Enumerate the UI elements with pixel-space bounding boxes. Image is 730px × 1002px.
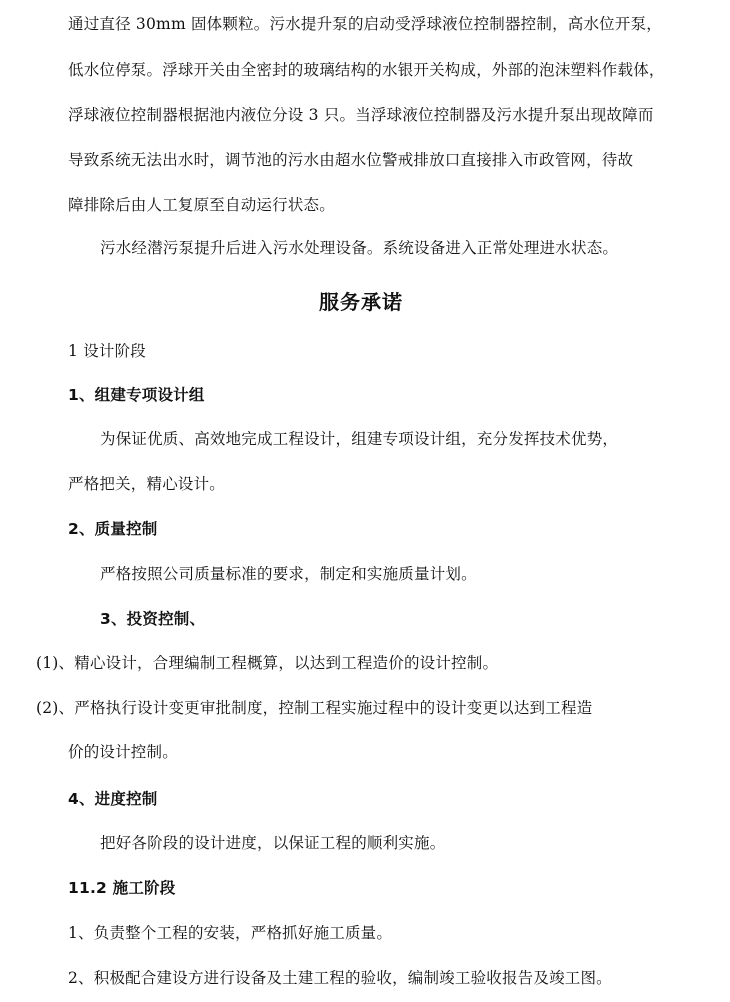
section-title: 服务承诺 <box>319 290 403 314</box>
paragraph-line: 严格把关，精心设计。 <box>68 475 226 493</box>
paragraph-line: 低水位停泵。浮球开关由全密封的玻璃结构的水银开关构成，外部的泡沫塑料作载体， <box>68 61 665 79</box>
paragraph-line: 1、负责整个工程的安装，严格抓好施工质量。 <box>68 924 393 942</box>
item-heading: 4、进度控制 <box>68 790 158 808</box>
paragraph-line: 价的设计控制。 <box>68 743 178 761</box>
item-heading: 2、质量控制 <box>68 520 158 538</box>
paragraph-line: 严格按照公司质量标准的要求，制定和实施质量计划。 <box>100 565 477 583</box>
paragraph-line: 导致系统无法出水时，调节池的污水由超水位警戒排放口直接排入市政管网，待故 <box>68 151 634 169</box>
paragraph-line: 通过直径 30mm 固体颗粒。污水提升泵的启动受浮球液位控制器控制，高水位开泵， <box>68 15 662 33</box>
paragraph-line: 障排除后由人工复原至自动运行状态。 <box>68 196 335 214</box>
paragraph-line: 把好各阶段的设计进度，以保证工程的顺利实施。 <box>100 834 446 852</box>
paragraph-line: (2)、严格执行设计变更审批制度，控制工程实施过程中的设计变更以达到工程造 <box>36 699 593 717</box>
paragraph-line: 2、积极配合建设方进行设备及土建工程的验收，编制竣工验收报告及竣工图。 <box>68 969 612 987</box>
stage-heading: 1 设计阶段 <box>68 342 146 360</box>
item-heading: 3、投资控制、 <box>100 610 206 628</box>
item-heading: 1、组建专项设计组 <box>68 386 205 404</box>
paragraph-line: 污水经潜污泵提升后进入污水处理设备。系统设备进入正常处理进水状态。 <box>100 239 619 257</box>
paragraph-line: 浮球液位控制器根据池内液位分设 3 只。当浮球液位控制器及污水提升泵出现故障而 <box>68 106 654 124</box>
paragraph-line: 为保证优质、高效地完成工程设计，组建专项设计组，充分发挥技术优势， <box>100 430 619 448</box>
paragraph-line: (1)、精心设计，合理编制工程概算，以达到工程造价的设计控制。 <box>36 654 499 672</box>
stage-heading: 11.2 施工阶段 <box>68 879 176 897</box>
